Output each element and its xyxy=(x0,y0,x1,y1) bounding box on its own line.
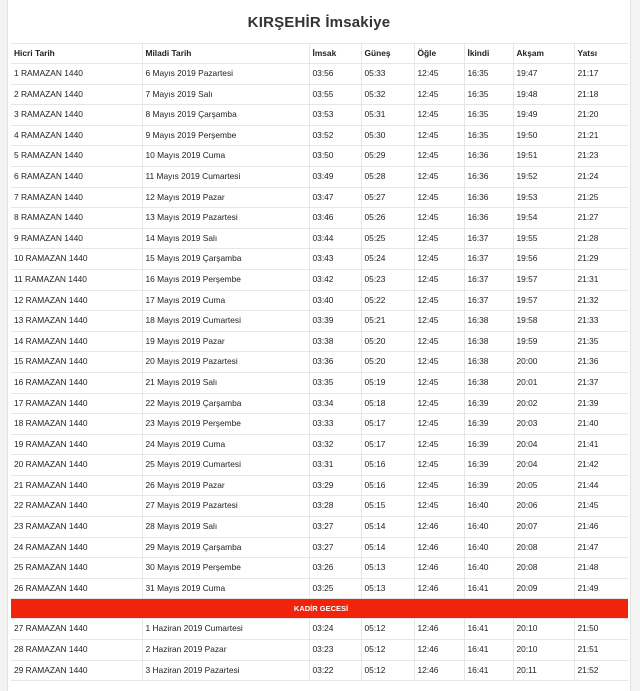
kadir-section xyxy=(11,599,628,619)
aksam-cell: 20:10 xyxy=(513,640,574,661)
gunes-cell: 05:14 xyxy=(361,537,414,558)
yatsi-cell: 21:25 xyxy=(574,187,628,208)
aksam-cell: 19:50 xyxy=(513,125,574,146)
ikindi-cell: 16:40 xyxy=(464,558,513,579)
aksam-cell: 20:01 xyxy=(513,372,574,393)
miladi-cell: 21 Mayıs 2019 Salı xyxy=(142,372,309,393)
ikindi-cell: 16:38 xyxy=(464,372,513,393)
col-header-imsak: İmsak xyxy=(309,44,361,64)
ikindi-cell: 16:37 xyxy=(464,290,513,311)
hicri-cell: 8 RAMAZAN 1440 xyxy=(11,208,142,229)
imsak-cell: 03:22 xyxy=(309,660,361,681)
ogle-cell: 12:46 xyxy=(414,578,464,599)
table-row xyxy=(11,372,628,393)
imsak-cell: 03:27 xyxy=(309,537,361,558)
gunes-cell: 05:15 xyxy=(361,496,414,517)
aksam-cell: 19:48 xyxy=(513,84,574,105)
table-body-after xyxy=(11,619,628,681)
gunes-cell: 05:13 xyxy=(361,558,414,579)
table-row xyxy=(11,249,628,270)
hicri-cell: 22 RAMAZAN 1440 xyxy=(11,496,142,517)
hicri-cell: 23 RAMAZAN 1440 xyxy=(11,517,142,538)
miladi-cell: 14 Mayıs 2019 Salı xyxy=(142,228,309,249)
table-row xyxy=(11,517,628,538)
yatsi-cell: 21:35 xyxy=(574,331,628,352)
ogle-cell: 12:45 xyxy=(414,372,464,393)
aksam-cell: 19:49 xyxy=(513,105,574,126)
imsak-cell: 03:32 xyxy=(309,434,361,455)
ogle-cell: 12:46 xyxy=(414,660,464,681)
hicri-cell: 3 RAMAZAN 1440 xyxy=(11,105,142,126)
imsak-cell: 03:55 xyxy=(309,84,361,105)
col-header-gunes: Güneş xyxy=(361,44,414,64)
ikindi-cell: 16:38 xyxy=(464,311,513,332)
miladi-cell: 8 Mayıs 2019 Çarşamba xyxy=(142,105,309,126)
miladi-cell: 22 Mayıs 2019 Çarşamba xyxy=(142,393,309,414)
yatsi-cell: 21:17 xyxy=(574,64,628,85)
miladi-cell: 2 Haziran 2019 Pazar xyxy=(142,640,309,661)
miladi-cell: 13 Mayıs 2019 Pazartesi xyxy=(142,208,309,229)
ikindi-cell: 16:39 xyxy=(464,455,513,476)
hicri-cell: 7 RAMAZAN 1440 xyxy=(11,187,142,208)
aksam-cell: 19:56 xyxy=(513,249,574,270)
yatsi-cell: 21:20 xyxy=(574,105,628,126)
ikindi-cell: 16:35 xyxy=(464,64,513,85)
table-row xyxy=(11,434,628,455)
imsak-cell: 03:38 xyxy=(309,331,361,352)
yatsi-cell: 21:31 xyxy=(574,269,628,290)
kadir-gecesi-row xyxy=(11,599,628,619)
aksam-cell: 20:02 xyxy=(513,393,574,414)
aksam-cell: 19:51 xyxy=(513,146,574,167)
gunes-cell: 05:17 xyxy=(361,414,414,435)
table-body xyxy=(11,64,628,599)
hicri-cell: 24 RAMAZAN 1440 xyxy=(11,537,142,558)
ogle-cell: 12:45 xyxy=(414,105,464,126)
yatsi-cell: 21:49 xyxy=(574,578,628,599)
hicri-cell: 29 RAMAZAN 1440 xyxy=(11,660,142,681)
gunes-cell: 05:24 xyxy=(361,249,414,270)
ogle-cell: 12:45 xyxy=(414,331,464,352)
gunes-cell: 05:20 xyxy=(361,331,414,352)
header-row xyxy=(11,44,628,64)
hicri-cell: 17 RAMAZAN 1440 xyxy=(11,393,142,414)
imsak-cell: 03:34 xyxy=(309,393,361,414)
ikindi-cell: 16:39 xyxy=(464,393,513,414)
hicri-cell: 4 RAMAZAN 1440 xyxy=(11,125,142,146)
table-row xyxy=(11,105,628,126)
yatsi-cell: 21:41 xyxy=(574,434,628,455)
miladi-cell: 25 Mayıs 2019 Cumartesi xyxy=(142,455,309,476)
miladi-cell: 3 Haziran 2019 Pazartesi xyxy=(142,660,309,681)
col-header-hicri: Hicri Tarih xyxy=(11,44,142,64)
hicri-cell: 6 RAMAZAN 1440 xyxy=(11,166,142,187)
table-row xyxy=(11,352,628,373)
imsak-cell: 03:40 xyxy=(309,290,361,311)
ogle-cell: 12:45 xyxy=(414,64,464,85)
ogle-cell: 12:46 xyxy=(414,558,464,579)
hicri-cell: 10 RAMAZAN 1440 xyxy=(11,249,142,270)
ikindi-cell: 16:39 xyxy=(464,414,513,435)
ikindi-cell: 16:36 xyxy=(464,208,513,229)
ikindi-cell: 16:35 xyxy=(464,105,513,126)
ogle-cell: 12:45 xyxy=(414,393,464,414)
yatsi-cell: 21:33 xyxy=(574,311,628,332)
yatsi-cell: 21:23 xyxy=(574,146,628,167)
hicri-cell: 27 RAMAZAN 1440 xyxy=(11,619,142,640)
table-row xyxy=(11,146,628,167)
ikindi-cell: 16:41 xyxy=(464,660,513,681)
aksam-cell: 19:53 xyxy=(513,187,574,208)
table-row xyxy=(11,331,628,352)
col-header-ikindi: İkindi xyxy=(464,44,513,64)
ikindi-cell: 16:40 xyxy=(464,517,513,538)
aksam-cell: 19:58 xyxy=(513,311,574,332)
hicri-cell: 18 RAMAZAN 1440 xyxy=(11,414,142,435)
table-row xyxy=(11,84,628,105)
miladi-cell: 29 Mayıs 2019 Çarşamba xyxy=(142,537,309,558)
yatsi-cell: 21:45 xyxy=(574,496,628,517)
miladi-cell: 18 Mayıs 2019 Cumartesi xyxy=(142,311,309,332)
col-header-yatsi: Yatsı xyxy=(574,44,628,64)
aksam-cell: 20:04 xyxy=(513,434,574,455)
imsak-cell: 03:29 xyxy=(309,475,361,496)
imsakiye-table xyxy=(11,43,628,681)
col-header-ogle: Öğle xyxy=(414,44,464,64)
hicri-cell: 25 RAMAZAN 1440 xyxy=(11,558,142,579)
gunes-cell: 05:31 xyxy=(361,105,414,126)
imsak-cell: 03:26 xyxy=(309,558,361,579)
miladi-cell: 27 Mayıs 2019 Pazartesi xyxy=(142,496,309,517)
miladi-cell: 28 Mayıs 2019 Salı xyxy=(142,517,309,538)
yatsi-cell: 21:46 xyxy=(574,517,628,538)
hicri-cell: 1 RAMAZAN 1440 xyxy=(11,64,142,85)
gunes-cell: 05:29 xyxy=(361,146,414,167)
yatsi-cell: 21:50 xyxy=(574,619,628,640)
yatsi-cell: 21:40 xyxy=(574,414,628,435)
gunes-cell: 05:16 xyxy=(361,455,414,476)
ikindi-cell: 16:35 xyxy=(464,125,513,146)
gunes-cell: 05:12 xyxy=(361,640,414,661)
aksam-cell: 19:57 xyxy=(513,290,574,311)
imsak-cell: 03:35 xyxy=(309,372,361,393)
imsak-cell: 03:24 xyxy=(309,619,361,640)
miladi-cell: 24 Mayıs 2019 Cuma xyxy=(142,434,309,455)
table-row xyxy=(11,496,628,517)
ogle-cell: 12:45 xyxy=(414,166,464,187)
aksam-cell: 19:59 xyxy=(513,331,574,352)
hicri-cell: 11 RAMAZAN 1440 xyxy=(11,269,142,290)
table-row xyxy=(11,393,628,414)
imsak-cell: 03:23 xyxy=(309,640,361,661)
miladi-cell: 17 Mayıs 2019 Cuma xyxy=(142,290,309,311)
ogle-cell: 12:45 xyxy=(414,249,464,270)
table-row xyxy=(11,414,628,435)
gunes-cell: 05:26 xyxy=(361,208,414,229)
imsak-cell: 03:33 xyxy=(309,414,361,435)
aksam-cell: 19:55 xyxy=(513,228,574,249)
hicri-cell: 19 RAMAZAN 1440 xyxy=(11,434,142,455)
ogle-cell: 12:45 xyxy=(414,84,464,105)
ikindi-cell: 16:37 xyxy=(464,249,513,270)
table-row xyxy=(11,537,628,558)
page-title: KIRŞEHİR İmsakiye xyxy=(247,14,391,31)
aksam-cell: 20:11 xyxy=(513,660,574,681)
ikindi-cell: 16:37 xyxy=(464,228,513,249)
miladi-cell: 31 Mayıs 2019 Cuma xyxy=(142,578,309,599)
table-row xyxy=(11,455,628,476)
hicri-cell: 14 RAMAZAN 1440 xyxy=(11,331,142,352)
yatsi-cell: 21:36 xyxy=(574,352,628,373)
ikindi-cell: 16:39 xyxy=(464,434,513,455)
yatsi-cell: 21:27 xyxy=(574,208,628,229)
imsak-cell: 03:28 xyxy=(309,496,361,517)
hicri-cell: 2 RAMAZAN 1440 xyxy=(11,84,142,105)
miladi-cell: 1 Haziran 2019 Cumartesi xyxy=(142,619,309,640)
imsak-cell: 03:53 xyxy=(309,105,361,126)
ikindi-cell: 16:36 xyxy=(464,187,513,208)
ogle-cell: 12:45 xyxy=(414,434,464,455)
table-row xyxy=(11,558,628,579)
ogle-cell: 12:45 xyxy=(414,208,464,229)
miladi-cell: 12 Mayıs 2019 Pazar xyxy=(142,187,309,208)
gunes-cell: 05:33 xyxy=(361,64,414,85)
gunes-cell: 05:18 xyxy=(361,393,414,414)
imsak-cell: 03:56 xyxy=(309,64,361,85)
hicri-cell: 13 RAMAZAN 1440 xyxy=(11,311,142,332)
ogle-cell: 12:45 xyxy=(414,187,464,208)
miladi-cell: 11 Mayıs 2019 Cumartesi xyxy=(142,166,309,187)
gunes-cell: 05:14 xyxy=(361,517,414,538)
miladi-cell: 20 Mayıs 2019 Pazartesi xyxy=(142,352,309,373)
table-row xyxy=(11,125,628,146)
aksam-cell: 20:06 xyxy=(513,496,574,517)
imsak-cell: 03:31 xyxy=(309,455,361,476)
table-row xyxy=(11,269,628,290)
ogle-cell: 12:45 xyxy=(414,290,464,311)
miladi-cell: 16 Mayıs 2019 Perşembe xyxy=(142,269,309,290)
ikindi-cell: 16:38 xyxy=(464,331,513,352)
hicri-cell: 5 RAMAZAN 1440 xyxy=(11,146,142,167)
ikindi-cell: 16:41 xyxy=(464,640,513,661)
yatsi-cell: 21:47 xyxy=(574,537,628,558)
hicri-cell: 15 RAMAZAN 1440 xyxy=(11,352,142,373)
table-row xyxy=(11,187,628,208)
imsak-cell: 03:39 xyxy=(309,311,361,332)
ogle-cell: 12:45 xyxy=(414,125,464,146)
gunes-cell: 05:23 xyxy=(361,269,414,290)
miladi-cell: 26 Mayıs 2019 Pazar xyxy=(142,475,309,496)
col-header-miladi: Miladi Tarih xyxy=(142,44,309,64)
hicri-cell: 26 RAMAZAN 1440 xyxy=(11,578,142,599)
gunes-cell: 05:25 xyxy=(361,228,414,249)
aksam-cell: 20:07 xyxy=(513,517,574,538)
hicri-cell: 9 RAMAZAN 1440 xyxy=(11,228,142,249)
ikindi-cell: 16:41 xyxy=(464,619,513,640)
aksam-cell: 20:04 xyxy=(513,455,574,476)
ogle-cell: 12:45 xyxy=(414,146,464,167)
ogle-cell: 12:46 xyxy=(414,640,464,661)
gunes-cell: 05:19 xyxy=(361,372,414,393)
table-row xyxy=(11,660,628,681)
ogle-cell: 12:45 xyxy=(414,352,464,373)
miladi-cell: 30 Mayıs 2019 Perşembe xyxy=(142,558,309,579)
gunes-cell: 05:17 xyxy=(361,434,414,455)
gunes-cell: 05:22 xyxy=(361,290,414,311)
aksam-cell: 20:00 xyxy=(513,352,574,373)
imsak-cell: 03:36 xyxy=(309,352,361,373)
hicri-cell: 12 RAMAZAN 1440 xyxy=(11,290,142,311)
miladi-cell: 7 Mayıs 2019 Salı xyxy=(142,84,309,105)
ikindi-cell: 16:38 xyxy=(464,352,513,373)
table-row xyxy=(11,208,628,229)
ogle-cell: 12:45 xyxy=(414,475,464,496)
ogle-cell: 12:45 xyxy=(414,228,464,249)
kadir-gecesi-label: KADİR GECESİ xyxy=(11,599,628,619)
table-row xyxy=(11,619,628,640)
ikindi-cell: 16:35 xyxy=(464,84,513,105)
yatsi-cell: 21:28 xyxy=(574,228,628,249)
ikindi-cell: 16:40 xyxy=(464,496,513,517)
table-row xyxy=(11,640,628,661)
ogle-cell: 12:46 xyxy=(414,619,464,640)
gunes-cell: 05:16 xyxy=(361,475,414,496)
imsak-cell: 03:50 xyxy=(309,146,361,167)
miladi-cell: 23 Mayıs 2019 Perşembe xyxy=(142,414,309,435)
miladi-cell: 6 Mayıs 2019 Pazartesi xyxy=(142,64,309,85)
gunes-cell: 05:28 xyxy=(361,166,414,187)
yatsi-cell: 21:29 xyxy=(574,249,628,270)
imsak-cell: 03:47 xyxy=(309,187,361,208)
yatsi-cell: 21:21 xyxy=(574,125,628,146)
table-row xyxy=(11,64,628,85)
table-row xyxy=(11,578,628,599)
imsak-cell: 03:49 xyxy=(309,166,361,187)
aksam-cell: 20:09 xyxy=(513,578,574,599)
table-row xyxy=(11,228,628,249)
aksam-cell: 19:47 xyxy=(513,64,574,85)
imsak-cell: 03:43 xyxy=(309,249,361,270)
ikindi-cell: 16:41 xyxy=(464,578,513,599)
yatsi-cell: 21:37 xyxy=(574,372,628,393)
ikindi-cell: 16:36 xyxy=(464,146,513,167)
gunes-cell: 05:12 xyxy=(361,619,414,640)
table-row xyxy=(11,311,628,332)
ogle-cell: 12:45 xyxy=(414,414,464,435)
gunes-cell: 05:20 xyxy=(361,352,414,373)
miladi-cell: 19 Mayıs 2019 Pazar xyxy=(142,331,309,352)
gunes-cell: 05:12 xyxy=(361,660,414,681)
aksam-cell: 20:08 xyxy=(513,537,574,558)
gunes-cell: 05:32 xyxy=(361,84,414,105)
hicri-cell: 21 RAMAZAN 1440 xyxy=(11,475,142,496)
ogle-cell: 12:46 xyxy=(414,517,464,538)
hicri-cell: 28 RAMAZAN 1440 xyxy=(11,640,142,661)
gunes-cell: 05:27 xyxy=(361,187,414,208)
ikindi-cell: 16:40 xyxy=(464,537,513,558)
yatsi-cell: 21:18 xyxy=(574,84,628,105)
yatsi-cell: 21:42 xyxy=(574,455,628,476)
ikindi-cell: 16:39 xyxy=(464,475,513,496)
ogle-cell: 12:45 xyxy=(414,269,464,290)
ikindi-cell: 16:36 xyxy=(464,166,513,187)
imsak-cell: 03:52 xyxy=(309,125,361,146)
aksam-cell: 19:57 xyxy=(513,269,574,290)
aksam-cell: 20:05 xyxy=(513,475,574,496)
yatsi-cell: 21:48 xyxy=(574,558,628,579)
col-header-aksam: Akşam xyxy=(513,44,574,64)
imsakiye-card xyxy=(7,0,631,691)
imsak-cell: 03:42 xyxy=(309,269,361,290)
aksam-cell: 20:10 xyxy=(513,619,574,640)
table-row xyxy=(11,290,628,311)
miladi-cell: 10 Mayıs 2019 Cuma xyxy=(142,146,309,167)
yatsi-cell: 21:24 xyxy=(574,166,628,187)
table-header xyxy=(11,44,628,64)
hicri-cell: 16 RAMAZAN 1440 xyxy=(11,372,142,393)
miladi-cell: 15 Mayıs 2019 Çarşamba xyxy=(142,249,309,270)
aksam-cell: 20:08 xyxy=(513,558,574,579)
gunes-cell: 05:21 xyxy=(361,311,414,332)
miladi-cell: 9 Mayıs 2019 Perşembe xyxy=(142,125,309,146)
yatsi-cell: 21:32 xyxy=(574,290,628,311)
ikindi-cell: 16:37 xyxy=(464,269,513,290)
imsak-cell: 03:25 xyxy=(309,578,361,599)
yatsi-cell: 21:52 xyxy=(574,660,628,681)
hicri-cell: 20 RAMAZAN 1440 xyxy=(11,455,142,476)
table-row xyxy=(11,475,628,496)
gunes-cell: 05:30 xyxy=(361,125,414,146)
table-row xyxy=(11,166,628,187)
yatsi-cell: 21:39 xyxy=(574,393,628,414)
aksam-cell: 19:52 xyxy=(513,166,574,187)
aksam-cell: 19:54 xyxy=(513,208,574,229)
yatsi-cell: 21:44 xyxy=(574,475,628,496)
gunes-cell: 05:13 xyxy=(361,578,414,599)
imsak-cell: 03:27 xyxy=(309,517,361,538)
imsak-cell: 03:44 xyxy=(309,228,361,249)
imsak-cell: 03:46 xyxy=(309,208,361,229)
ogle-cell: 12:45 xyxy=(414,311,464,332)
ogle-cell: 12:46 xyxy=(414,537,464,558)
ogle-cell: 12:45 xyxy=(414,496,464,517)
ogle-cell: 12:45 xyxy=(414,455,464,476)
yatsi-cell: 21:51 xyxy=(574,640,628,661)
aksam-cell: 20:03 xyxy=(513,414,574,435)
